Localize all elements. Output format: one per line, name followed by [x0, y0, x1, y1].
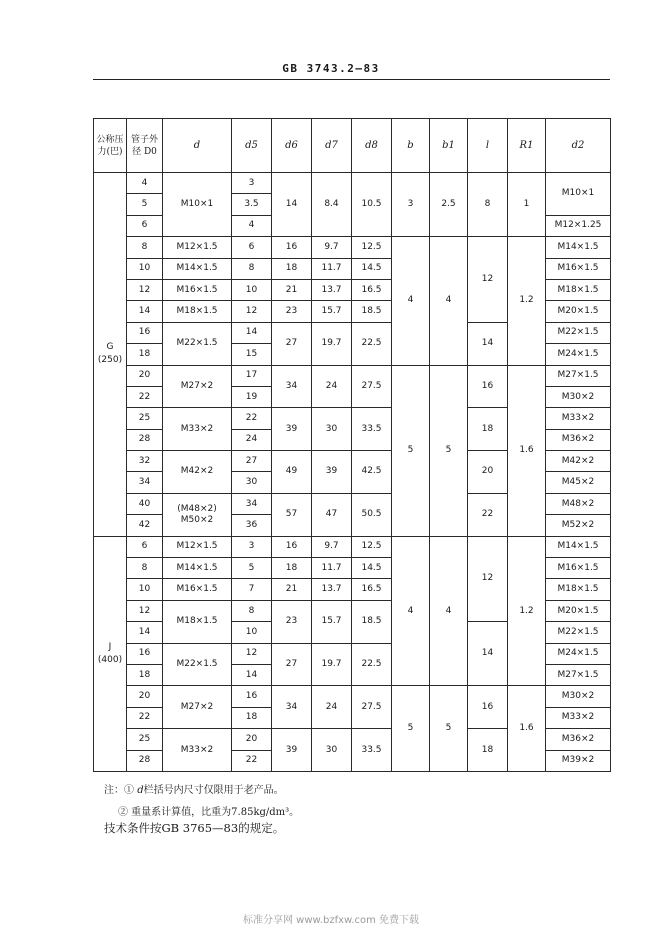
header-rule: [93, 79, 610, 80]
table-row: [94, 536, 611, 557]
header-d8: d8: [352, 119, 392, 173]
group-name: J: [108, 641, 112, 652]
d0-cell: 4: [127, 173, 163, 194]
d8-cell: 22.5: [352, 322, 392, 365]
d2-cell: M33×2: [546, 707, 611, 728]
d0-cell: 12: [127, 279, 163, 300]
l-cell: 16: [468, 365, 508, 408]
b-cell: 5: [392, 686, 430, 772]
l-cell: 18: [468, 408, 508, 451]
d0-cell: 14: [127, 622, 163, 643]
b1-cell: 4: [430, 237, 468, 365]
d0-cell: 20: [127, 365, 163, 386]
d2-cell: M33×2: [546, 408, 611, 429]
b-cell: 4: [392, 237, 430, 365]
group-pressure: (250): [97, 355, 123, 366]
d2-cell: M24×1.5: [546, 344, 611, 365]
d-cell: M33×2: [163, 408, 232, 451]
d6-cell: 18: [272, 558, 312, 579]
d2-cell: M30×2: [546, 686, 611, 707]
note-label: 注：: [104, 785, 124, 796]
l-cell: 18: [468, 729, 508, 772]
d2-cell: M30×2: [546, 386, 611, 407]
table-row: [94, 365, 611, 386]
d6-cell: 18: [272, 258, 312, 279]
header-r1: R1: [508, 119, 546, 173]
d5-cell: 5: [232, 558, 272, 579]
d8-cell: 16.5: [352, 279, 392, 300]
d0-cell: 10: [127, 579, 163, 600]
header-pipe-od: 管子外径 D0: [127, 119, 163, 173]
d5-cell: 3: [232, 536, 272, 557]
d-cell: M10×1: [163, 173, 232, 237]
d8-cell: 27.5: [352, 365, 392, 408]
d2-cell: M22×1.5: [546, 322, 611, 343]
d6-cell: 16: [272, 237, 312, 258]
l-cell: 20: [468, 451, 508, 494]
group-pressure: (400): [97, 654, 123, 665]
header-l: l: [468, 119, 508, 173]
d0-cell: 22: [127, 386, 163, 407]
d5-cell: 20: [232, 729, 272, 750]
dimension-table: [93, 118, 611, 772]
d0-cell: 32: [127, 451, 163, 472]
table-row: [94, 173, 611, 194]
d7-cell: 19.7: [312, 322, 352, 365]
r1-cell: 1.6: [508, 686, 546, 772]
standard-code-header: GB 3743.2—83: [282, 62, 380, 75]
b1-cell: 2.5: [430, 173, 468, 237]
b-cell: 5: [392, 365, 430, 536]
d6-cell: 39: [272, 408, 312, 451]
d0-cell: 16: [127, 643, 163, 664]
d2-cell: M27×1.5: [546, 664, 611, 685]
d-cell: M14×1.5: [163, 558, 232, 579]
d2-cell: M36×2: [546, 429, 611, 450]
note-1-text: 栏括号内尺寸仅限用于老产品。: [143, 785, 284, 796]
d7-cell: 30: [312, 408, 352, 451]
d5-cell: 7: [232, 579, 272, 600]
header-b1: b1: [430, 119, 468, 173]
d5-cell: 3: [232, 173, 272, 194]
d0-cell: 6: [127, 536, 163, 557]
d8-cell: 14.5: [352, 258, 392, 279]
d5-cell: 18: [232, 707, 272, 728]
d6-cell: 14: [272, 173, 312, 237]
header-d: d: [163, 119, 232, 173]
d2-cell: M39×2: [546, 750, 611, 771]
d2-cell: M16×1.5: [546, 258, 611, 279]
d5-cell: 16: [232, 686, 272, 707]
header-row: [94, 119, 611, 173]
note-1-mark: ①: [124, 785, 134, 796]
d-cell: M12×1.5: [163, 237, 232, 258]
l-cell: 22: [468, 493, 508, 536]
header-b: b: [392, 119, 430, 173]
d7-cell: 9.7: [312, 237, 352, 258]
d7-cell: 15.7: [312, 600, 352, 643]
l-cell: 14: [468, 622, 508, 686]
d2-cell: M20×1.5: [546, 600, 611, 621]
footer-watermark: 标准分享网 www.bzfxw.com 免费下载: [243, 915, 419, 926]
d6-cell: 34: [272, 365, 312, 408]
d0-cell: 34: [127, 472, 163, 493]
d0-cell: 8: [127, 237, 163, 258]
group-cell: [94, 173, 127, 537]
d5-cell: 27: [232, 451, 272, 472]
header-d6: d6: [272, 119, 312, 173]
d0-cell: 16: [127, 322, 163, 343]
d8-cell: 50.5: [352, 493, 392, 536]
d2-cell: M52×2: [546, 515, 611, 536]
d5-cell: 22: [232, 750, 272, 771]
d-cell: [163, 493, 232, 536]
r1-cell: 1.2: [508, 237, 546, 365]
d5-cell: 14: [232, 322, 272, 343]
d0-cell: 10: [127, 258, 163, 279]
d0-cell: 5: [127, 194, 163, 215]
d7-cell: 30: [312, 729, 352, 772]
d8-cell: 27.5: [352, 686, 392, 729]
d5-cell: 14: [232, 664, 272, 685]
d2-cell: M20×1.5: [546, 301, 611, 322]
d0-cell: 42: [127, 515, 163, 536]
d2-cell: M48×2: [546, 493, 611, 514]
d8-cell: 33.5: [352, 729, 392, 772]
d0-cell: 8: [127, 558, 163, 579]
d2-cell: M14×1.5: [546, 237, 611, 258]
d6-cell: 27: [272, 322, 312, 365]
l-cell: 12: [468, 237, 508, 323]
d7-cell: 39: [312, 451, 352, 494]
d0-cell: 22: [127, 707, 163, 728]
d0-cell: 25: [127, 729, 163, 750]
d7-cell: 24: [312, 365, 352, 408]
d6-cell: 21: [272, 279, 312, 300]
b1-cell: 4: [430, 536, 468, 686]
d2-cell: M12×1.25: [546, 215, 611, 236]
d7-cell: 24: [312, 686, 352, 729]
d8-cell: 42.5: [352, 451, 392, 494]
d7-cell: 15.7: [312, 301, 352, 322]
d2-cell: M14×1.5: [546, 536, 611, 557]
d5-cell: 4: [232, 215, 272, 236]
l-cell: 16: [468, 686, 508, 729]
d0-cell: 28: [127, 750, 163, 771]
d5-cell: 17: [232, 365, 272, 386]
d5-cell: 6: [232, 237, 272, 258]
d5-cell: 10: [232, 279, 272, 300]
d8-cell: 33.5: [352, 408, 392, 451]
header-d5: d5: [232, 119, 272, 173]
d8-cell: 12.5: [352, 237, 392, 258]
group-cell: [94, 536, 127, 771]
r1-cell: 1: [508, 173, 546, 237]
d5-cell: 12: [232, 643, 272, 664]
d-cell: M42×2: [163, 451, 232, 494]
d2-cell: M18×1.5: [546, 579, 611, 600]
d5-cell: 34: [232, 493, 272, 514]
note-1: [104, 780, 299, 802]
header-d2: d2: [546, 119, 611, 173]
d-cell: M18×1.5: [163, 600, 232, 643]
d2-cell: M22×1.5: [546, 622, 611, 643]
d5-cell: 8: [232, 258, 272, 279]
d6-cell: 23: [272, 600, 312, 643]
d0-cell: 14: [127, 301, 163, 322]
b1-cell: 5: [430, 686, 468, 772]
d-cell: M22×1.5: [163, 322, 232, 365]
d5-cell: 24: [232, 429, 272, 450]
d0-cell: 20: [127, 686, 163, 707]
technical-conditions: 技术条件按GB 3765—83的规定。: [104, 821, 285, 835]
d-cell: M12×1.5: [163, 536, 232, 557]
d2-cell: M45×2: [546, 472, 611, 493]
d-cell: M33×2: [163, 729, 232, 772]
d6-cell: 27: [272, 643, 312, 686]
d6-cell: 16: [272, 536, 312, 557]
d7-cell: 19.7: [312, 643, 352, 686]
d-old-value: (M48×2): [177, 503, 217, 514]
d0-cell: 12: [127, 600, 163, 621]
l-cell: 12: [468, 536, 508, 622]
d-value: M50×2: [180, 514, 214, 525]
d0-cell: 18: [127, 344, 163, 365]
d5-cell: 10: [232, 622, 272, 643]
l-cell: 14: [468, 322, 508, 365]
header-d7: d7: [312, 119, 352, 173]
d8-cell: 12.5: [352, 536, 392, 557]
d5-cell: 36: [232, 515, 272, 536]
d6-cell: 57: [272, 493, 312, 536]
b1-cell: 5: [430, 365, 468, 536]
b-cell: 4: [392, 536, 430, 686]
d6-cell: 23: [272, 301, 312, 322]
d-cell: M16×1.5: [163, 579, 232, 600]
d7-cell: 47: [312, 493, 352, 536]
l-cell: 8: [468, 173, 508, 237]
d7-cell: 11.7: [312, 558, 352, 579]
d2-cell: M24×1.5: [546, 643, 611, 664]
d2-cell: M18×1.5: [546, 279, 611, 300]
note-2-text: ② 重量系计算值，比重为7.85kg/dm³。: [118, 807, 300, 818]
d8-cell: 18.5: [352, 600, 392, 643]
d8-cell: 10.5: [352, 173, 392, 237]
d0-cell: 18: [127, 664, 163, 685]
note-1-symbol: d: [137, 785, 144, 796]
d7-cell: 8.4: [312, 173, 352, 237]
d5-cell: 15: [232, 344, 272, 365]
r1-cell: 1.6: [508, 365, 546, 536]
table-row: [94, 237, 611, 258]
d7-cell: 13.7: [312, 279, 352, 300]
d7-cell: 13.7: [312, 579, 352, 600]
d0-cell: 40: [127, 493, 163, 514]
d-cell: M16×1.5: [163, 279, 232, 300]
d6-cell: 39: [272, 729, 312, 772]
header-nominal-pressure: 公称压力(巴): [94, 119, 127, 173]
d-cell: M27×2: [163, 686, 232, 729]
d0-cell: 6: [127, 215, 163, 236]
d8-cell: 16.5: [352, 579, 392, 600]
d2-cell: M36×2: [546, 729, 611, 750]
d7-cell: 11.7: [312, 258, 352, 279]
d0-cell: 25: [127, 408, 163, 429]
d-cell: M27×2: [163, 365, 232, 408]
d-cell: M18×1.5: [163, 301, 232, 322]
d8-cell: 22.5: [352, 643, 392, 686]
d-cell: M22×1.5: [163, 643, 232, 686]
d2-cell: M10×1: [546, 173, 611, 216]
d0-cell: 28: [127, 429, 163, 450]
notes-block: [104, 780, 299, 824]
d2-cell: M27×1.5: [546, 365, 611, 386]
d-cell: M14×1.5: [163, 258, 232, 279]
d2-cell: M42×2: [546, 451, 611, 472]
d6-cell: 21: [272, 579, 312, 600]
d5-cell: 22: [232, 408, 272, 429]
r1-cell: 1.2: [508, 536, 546, 686]
d7-cell: 9.7: [312, 536, 352, 557]
d5-cell: 12: [232, 301, 272, 322]
d6-cell: 34: [272, 686, 312, 729]
d5-cell: 19: [232, 386, 272, 407]
table-row: [94, 686, 611, 707]
d5-cell: 30: [232, 472, 272, 493]
d2-cell: M16×1.5: [546, 558, 611, 579]
d5-cell: 8: [232, 600, 272, 621]
d8-cell: 18.5: [352, 301, 392, 322]
b-cell: 3: [392, 173, 430, 237]
group-name: G: [106, 342, 114, 353]
d6-cell: 49: [272, 451, 312, 494]
d5-cell: 3.5: [232, 194, 272, 215]
d8-cell: 14.5: [352, 558, 392, 579]
